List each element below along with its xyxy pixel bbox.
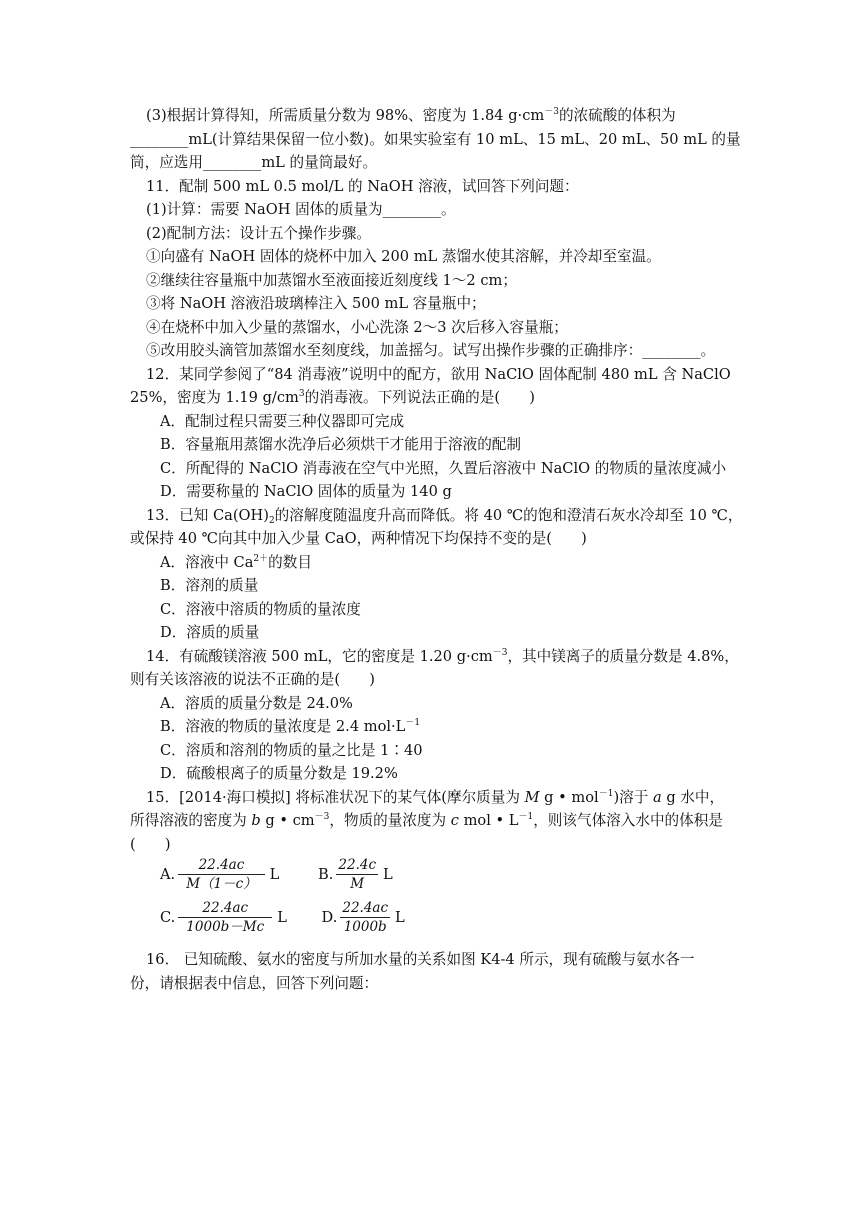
q12-option-d: D．需要称量的 NaClO 固体的质量为 140 g: [160, 483, 452, 500]
q15-option-c-fraction: $\frac{22.4ac}{1000b-Mc}$: [178, 900, 272, 935]
q11-step3: ③将 NaOH 溶液沿玻璃棒注入 500 mL 容量瓶中；: [146, 295, 486, 312]
q11-step4: ④在烧杯中加入少量的蒸馏水，小心洗涤 2～3 次后移入容量瓶；: [146, 319, 568, 336]
q15-option-d: D. $\frac{22.4ac}{1000b}$ L: [321, 900, 405, 935]
q13-stem-line2: 或保持 40 ℃向其中加入少量 CaO，两种情况下均保持不变的是( ): [130, 530, 587, 547]
q12-stem-line1: 12．某同学参阅了“84 消毒液”说明中的配方，欲用 NaClO 固体配制 480 mL 含 NaClO: [146, 366, 731, 383]
q15-option-b: B. $\frac{22.4c}{M}$ L: [318, 857, 393, 892]
q11-part2: (2)配制方法：设计五个操作步骤。: [146, 225, 371, 242]
q11-step5: ⑤改用胶头滴管加蒸馏水至刻度线，加盖摇匀。试写出操作步骤的正确排序：________。: [146, 342, 716, 359]
q15-option-d-fraction: $\frac{22.4ac}{1000b}$: [342, 900, 389, 935]
q14-option-b: B．溶液的物质的量浓度是 2.4 $mol\cdot L^{-1}$: [160, 718, 421, 735]
q15-stem-line2: 所得溶液的密度为 b g • $cm^{-3}$，物质的量浓度为 c mol • $L^{-1}$，则该气体溶入水中的体积是: [130, 812, 723, 829]
q13-option-a: A．溶液中 $Ca^{2+}$的数目: [160, 554, 312, 571]
q12-option-a: A．配制过程只需要三种仪器即可完成: [160, 413, 405, 430]
q11-step1: ①向盛有 NaOH 固体的烧杯中加入 200 mL 蒸馏水使其溶解，并冷却至室温。: [146, 248, 661, 265]
q16-stem-line2: 份，请根据表中信息，回答下列问题：: [130, 975, 379, 992]
q15-options-row2: [160, 900, 405, 940]
q12-option-b: B．容量瓶用蒸馏水洗净后必须烘干才能用于溶液的配制: [160, 436, 521, 453]
q13-stem-line1: 13．已知 $Ca(OH)_2$的溶解度随温度升高而降低。将 40 ℃的饱和澄清石灰水冷却至 10 ℃，: [146, 507, 743, 526]
q15-option-b-fraction: $\frac{22.4c}{M}$: [338, 857, 377, 892]
q10-part3-line1: (3)根据计算得知，所需质量分数为 98%、密度为 1.84 $g\cdot cm^{-3}$的浓硫酸的体积为: [146, 107, 676, 124]
q14-option-a: A．溶质的质量分数是 24.0%: [160, 695, 353, 712]
q11-stem: 11．配制 500 mL 0.5 mol/L 的 NaOH 溶液，试回答下列问题：: [146, 178, 579, 195]
q14-stem-line2: 则有关该溶液的说法不正确的是( ): [130, 671, 375, 688]
q14-option-d: D．硫酸根离子的质量分数是 19.2%: [160, 765, 398, 782]
q15-option-a: A. $\frac{22.4ac}{M(1-c)}$ L: [160, 857, 280, 892]
q15-option-c: C. $\frac{22.4ac}{1000b-Mc}$ L: [160, 900, 287, 935]
q15-options-row1: [160, 857, 393, 897]
q15-stem-line1: 15．[2014·海口模拟] 将标准状况下的某气体(摩尔质量为 M g • mol$^{-1}$)溶于 a g 水中，: [146, 789, 725, 806]
q10-part3-line2: ________mL(计算结果保留一位小数)。如果实验室有 10 mL、15 mL、20 mL、50 mL 的量: [130, 131, 741, 148]
q11-step2: ②继续往容量瓶中加蒸馏水至液面接近刻度线 1～2 cm；: [146, 272, 517, 289]
q12-stem-line2: 25%，密度为 1.19 $g/cm^3$的消毒液。下列说法正确的是( ): [130, 389, 535, 406]
q14-option-c: C．溶质和溶剂的物质的量之比是 1∶40: [160, 742, 423, 759]
q11-part1: (1)计算：需要 NaOH 固体的质量为________。: [146, 201, 456, 218]
q15-stem-line3: ( ): [130, 836, 171, 853]
q13-option-c: C．溶液中溶质的物质的量浓度: [160, 601, 361, 618]
q15-option-a-fraction: $\frac{22.4ac}{M(1-c)}$: [178, 857, 264, 892]
q12-option-c: C．所配得的 NaClO 消毒液在空气中光照，久置后溶液中 NaClO 的物质的量浓度减小: [160, 460, 727, 477]
q13-option-d: D．溶质的质量: [160, 624, 260, 641]
q16-stem-line1: 16． 已知硫酸、氨水的密度与所加水量的关系如图 K4-4 所示，现有硫酸与氨水各一: [146, 951, 695, 968]
q10-part3-line3: 筒，应选用________mL 的量筒最好。: [130, 154, 378, 171]
q14-stem-line1: 14．有硫酸镁溶液 500 mL，它的密度是 1.20 $g\cdot cm^{-3}$，其中镁离子的质量分数是 4.8%，: [146, 648, 739, 665]
q13-option-b: B．溶剂的质量: [160, 577, 259, 594]
